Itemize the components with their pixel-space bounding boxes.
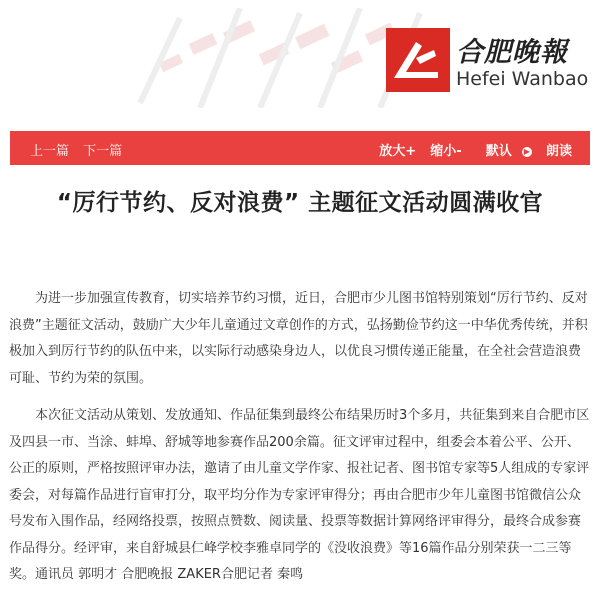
logo-mark-icon (386, 28, 450, 92)
prev-article-link[interactable]: 上一篇 (30, 144, 70, 159)
article-paragraph: 本次征文活动从策划、发放通知、作品征集到最终公布结果历时3个多月，共征集到来自合肥市区及四县一市、当涂、蚌埠、舒城等地参赛作品200余篇。征文评审过程中，组委会本着公平、公开、公正的原则，严格按照评审办法，邀请了由儿童文学作家、报社记者、图书馆专家等5人组成的专家评委会，对每篇作品进行盲审打分，取平均分作为专家评审得分；再由合肥市少年儿童图书馆微信公众号发布入围作品，经网络投票，按照点赞数、阅读量、投票等数据计算网络评审得分，最终合成参赛作品得分。经评审，来自舒城县仁峰学校李雅卓同学的《没收浪费》等16篇作品分别荣获一二三等奖。通讯员 郭明才 合肥晚报 ZAKER合肥记者 秦鸣 (9, 408, 590, 582)
article-title: “厉行节约、反对浪费” 主题征文活动圆满收官 (56, 190, 544, 216)
article-paragraph: 为进一步加强宣传教育，切实培养节约习惯，近日，合肥市少儿图书馆特别策划“厉行节约、反对浪费”主题征文活动，鼓励广大少年儿童通过文章创作的方式，弘扬勤俭节约这一中华优秀传统，并积极加入到厉行节约的队伍中来，以实际行动感染身边人，以优良习惯传递正能量，在全社会营造浪费可耻、节约为荣的氛围。 (9, 291, 588, 386)
default-size-label: 默认 (485, 144, 512, 159)
next-article-link[interactable]: 下一篇 (83, 144, 123, 159)
logo (386, 28, 594, 102)
zoom-in-button[interactable]: 放大+ (379, 144, 417, 159)
default-size-button[interactable] (476, 140, 532, 159)
article-toolbar (10, 131, 590, 165)
read-aloud-button[interactable]: 朗读 (545, 144, 572, 159)
brand-name-cn: 合肥晚報 (456, 37, 568, 68)
play-icon: ▶ (523, 146, 530, 156)
brand-name-en: Hefei Wanbao (456, 68, 589, 90)
masthead (0, 0, 600, 125)
zoom-out-button[interactable]: 缩小- (430, 144, 462, 159)
